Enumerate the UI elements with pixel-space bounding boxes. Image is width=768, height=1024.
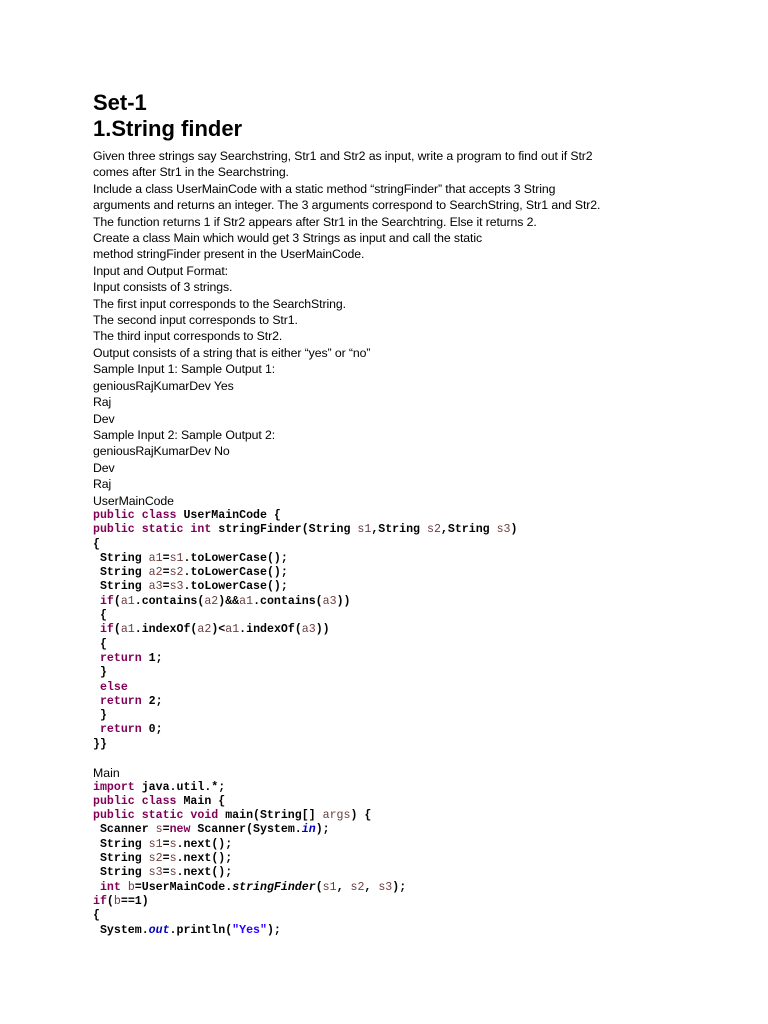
code-variable: a2 (197, 623, 212, 637)
code-keyword: return (93, 651, 142, 665)
description-line: Given three strings say Searchstring, Str1 and Str2 as input, write a program to find out if Str2 (93, 149, 593, 163)
code-text: )) (315, 623, 330, 637)
code-variable: a1 (148, 551, 163, 565)
code-line: { (93, 609, 107, 623)
code-keyword: new (169, 823, 191, 837)
code-keyword: public static void (93, 809, 219, 823)
code-keyword: public class (93, 794, 177, 808)
code-text: .toLowerCase(); (183, 551, 288, 565)
code-line: } (93, 666, 107, 680)
code-text: = (162, 837, 170, 851)
code-line: { (93, 537, 100, 551)
code-text: )&& (218, 594, 240, 608)
description-line: The third input corresponds to Str2. (93, 329, 283, 344)
code-text: ) { (350, 809, 372, 823)
code-text: , (364, 880, 379, 894)
document-page (93, 90, 753, 938)
code-text: System. (93, 923, 149, 937)
code-variable: s1 (322, 880, 337, 894)
code-line (93, 566, 753, 580)
description-line: Dev (93, 460, 115, 475)
code-line (93, 723, 753, 737)
code-static-field: out (148, 923, 170, 937)
description-line: Input and Output Format: (93, 263, 228, 278)
code-text: = (162, 580, 170, 594)
code-text: String (93, 566, 149, 580)
code-keyword: if (93, 594, 114, 608)
code-variable: b (113, 894, 121, 908)
code-variable: s2 (169, 566, 184, 580)
code-keyword: return (93, 723, 142, 737)
description-line: Input consists of 3 strings. (93, 280, 233, 295)
code-line (93, 781, 753, 795)
code-line (93, 552, 753, 566)
code-text: .toLowerCase(); (183, 566, 288, 580)
code-text: ==1) (120, 894, 149, 908)
description-line: method stringFinder present in the UserMainCode. (93, 247, 365, 262)
code-text: UserMainCode { (176, 508, 281, 522)
code-text: ,String (440, 523, 497, 537)
code-line (93, 695, 753, 709)
code-text: .toLowerCase(); (183, 580, 288, 594)
code-keyword: public static int (93, 523, 212, 537)
code-line (93, 795, 753, 809)
code-variable: s3 (169, 580, 184, 594)
code-block-main (93, 781, 753, 938)
code-line (93, 881, 753, 895)
code-line (93, 580, 753, 594)
code-block-usermaincode (93, 509, 753, 752)
code-text: ( (106, 894, 114, 908)
description-line: comes after Str1 in the Searchstring. (93, 165, 289, 180)
code-line (93, 681, 753, 695)
code-text (121, 881, 128, 894)
doc-title: 1.String finder (93, 116, 243, 141)
code-keyword: import (93, 780, 135, 794)
code-text: Scanner(System. (190, 823, 302, 837)
code-variable: s (169, 852, 177, 866)
code-line (93, 623, 753, 637)
code-variable: a3 (301, 623, 316, 637)
description-line: Create a class Main which would get 3 Strings as input and call the static (93, 231, 483, 246)
description-line: Sample Input 2: Sample Output 2: (93, 427, 276, 442)
code-text: stringFinder(String (211, 523, 358, 537)
code-variable: a2 (148, 566, 163, 580)
code-variable: s3 (148, 866, 163, 880)
description-line: Include a class UserMainCode with a static method “stringFinder” that accepts 3 String (93, 181, 556, 196)
code-variable: s3 (378, 880, 393, 894)
code-line (93, 852, 753, 866)
code-text: .next(); (176, 837, 233, 851)
code-variable: a1 (120, 623, 135, 637)
description-line: geniousRajKumarDev No (93, 444, 230, 459)
code-variable: a1 (225, 623, 240, 637)
code-variable: a3 (148, 580, 163, 594)
description-line: geniousRajKumarDev Yes (93, 378, 234, 393)
code-variable: s2 (350, 880, 365, 894)
code-variable: s1 (169, 551, 184, 565)
code-text: Main { (176, 794, 226, 808)
code-text: ,String (371, 523, 427, 537)
code-text: main(String[] (218, 809, 323, 823)
code-text: .println( (169, 923, 233, 937)
code-text: .indexOf( (239, 623, 302, 637)
code-line: } (93, 709, 107, 723)
code-variable: a2 (204, 594, 219, 608)
description-line: The first input corresponds to the SearchString. (93, 296, 346, 311)
code-line (93, 895, 753, 909)
code-line: }} (93, 737, 107, 751)
code-line (93, 809, 753, 823)
code-variable: s (169, 837, 177, 851)
code-text: .contains( (134, 594, 205, 608)
code-variable: args (322, 809, 351, 823)
code-text: ); (315, 823, 330, 837)
code-text: )< (211, 623, 226, 637)
code-text: ); (266, 923, 281, 937)
code-text: )) (336, 594, 351, 608)
code-variable: s3 (496, 523, 511, 537)
description-line: Output consists of a string that is either “yes” or “no” (93, 345, 371, 360)
code-variable: s (155, 823, 163, 837)
code-text: String (93, 551, 149, 565)
code-string: "Yes" (232, 923, 267, 937)
code-text: .next(); (176, 852, 233, 866)
code-variable: a3 (322, 594, 337, 608)
description-line: Raj (93, 395, 112, 410)
code-keyword: return (93, 694, 142, 708)
code-variable: a1 (239, 594, 254, 608)
description-line: Sample Input 1: Sample Output 1: (93, 362, 276, 377)
code-text: .contains( (253, 594, 323, 608)
code-variable: s2 (426, 523, 441, 537)
code-keyword: else (93, 680, 128, 694)
code-keyword: if (93, 623, 114, 637)
code-text: String (93, 866, 149, 880)
code-line (93, 823, 753, 837)
code-text: String (93, 580, 149, 594)
code-text: 1; (141, 651, 163, 665)
code-text: ( (113, 623, 121, 637)
code-text: .next(); (176, 866, 233, 880)
code-text: = (162, 823, 170, 837)
code-static-method: stringFinder (232, 880, 316, 894)
code-text: Scanner (93, 823, 156, 837)
code-variable: s1 (357, 523, 372, 537)
code-line (93, 924, 753, 938)
code-text: = (162, 551, 170, 565)
description-block (93, 148, 753, 509)
code-text: ( (113, 594, 121, 608)
main-label: Main (93, 766, 120, 781)
code-variable: s (169, 866, 177, 880)
blank-line (93, 752, 753, 766)
code-line (93, 523, 753, 537)
code-line (93, 652, 753, 666)
code-text: ); (392, 880, 407, 894)
code-line (93, 838, 753, 852)
code-text: = (162, 866, 170, 880)
code-text: = (162, 566, 170, 580)
code-text: = (162, 852, 170, 866)
code-static-field: in (301, 823, 316, 837)
code-text: 0; (141, 723, 163, 737)
code-text: .indexOf( (134, 623, 198, 637)
code-text: , (336, 880, 351, 894)
code-line: { (93, 909, 100, 923)
code-keyword: if (93, 894, 107, 908)
code-text: String (93, 852, 149, 866)
description-line: Raj (93, 477, 112, 492)
description-line: UserMainCode (93, 493, 174, 508)
code-text: ) (510, 523, 518, 537)
code-variable: s2 (148, 852, 163, 866)
code-keyword: public class (93, 508, 177, 522)
description-line: arguments and returns an integer. The 3 arguments correspond to SearchString, Str1 and Str2. (93, 198, 601, 213)
code-keyword: int (93, 880, 121, 894)
set-title: Set-1 (93, 90, 147, 115)
code-line (93, 595, 753, 609)
description-line: The second input corresponds to Str1. (93, 313, 298, 328)
code-text: =UserMainCode. (134, 880, 233, 894)
code-text: java.util.*; (134, 780, 226, 794)
description-line: Dev (93, 411, 115, 426)
code-line (93, 509, 753, 523)
description-line: The function returns 1 if Str2 appears after Str1 in the Searchtring. Else it returns 2. (93, 214, 537, 229)
code-text: 2; (141, 694, 163, 708)
code-text: ( (315, 880, 323, 894)
code-line: { (93, 637, 107, 651)
code-variable: b (127, 880, 135, 894)
code-text: String (93, 837, 149, 851)
code-variable: s1 (148, 837, 163, 851)
code-line (93, 866, 753, 880)
code-variable: a1 (120, 594, 135, 608)
